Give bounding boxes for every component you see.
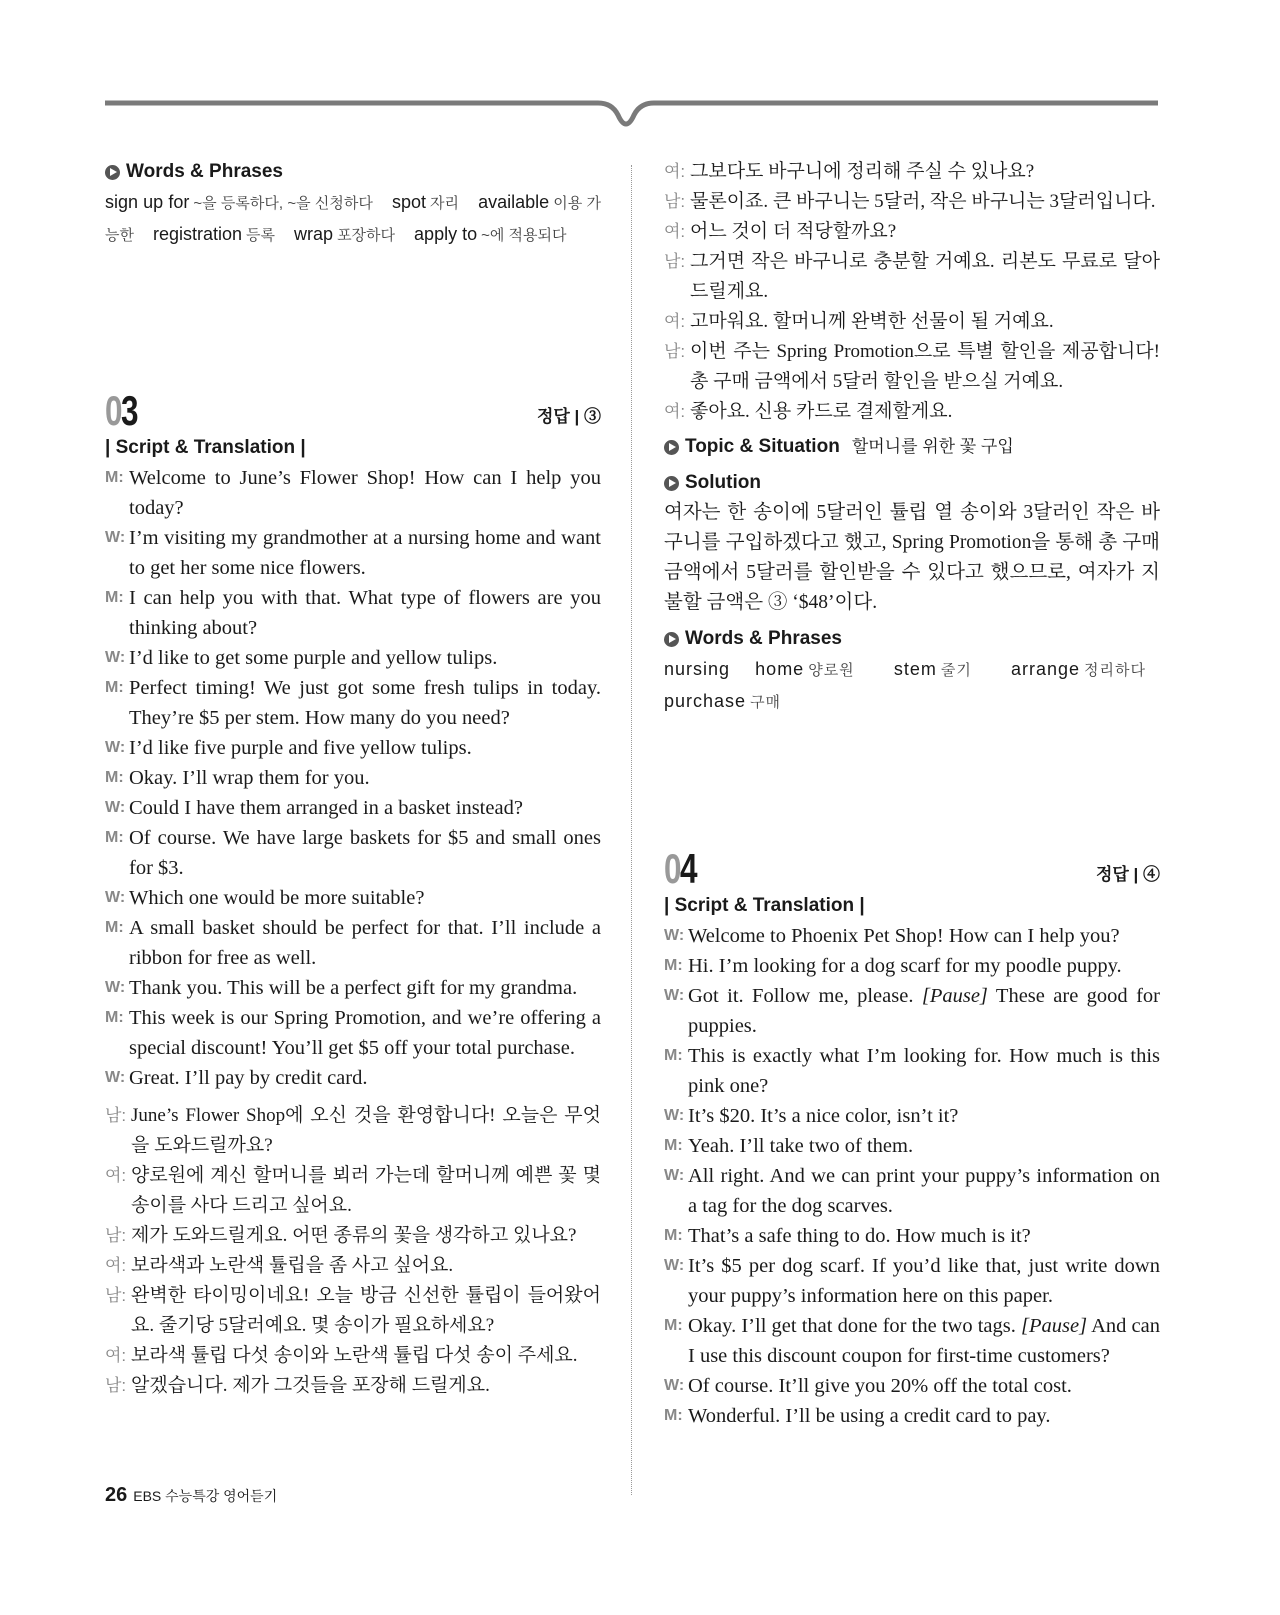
speaker-label: M: bbox=[105, 469, 124, 486]
line-text: 보라색 튤립 다섯 송이와 노란색 튤립 다섯 송이 주세요. bbox=[131, 1345, 578, 1366]
question-04 bbox=[664, 843, 1160, 1431]
speaker-label: 남: bbox=[664, 252, 686, 271]
dialogue-line bbox=[664, 981, 1160, 1041]
line-text: Hi. I’m looking for a dog scarf for my poodle puppy. bbox=[688, 955, 1122, 977]
dialogue-line bbox=[105, 463, 601, 523]
speaker-label: W: bbox=[105, 1069, 126, 1086]
solution-heading bbox=[664, 468, 1160, 498]
line-text: Yeah. I’ll take two of them. bbox=[688, 1135, 914, 1157]
line-text: Of course. We have large baskets for $5 and small ones for $3. bbox=[129, 827, 601, 879]
line-text: 양로원에 계신 할머니를 뵈러 가는데 할머니께 예쁜 꽃 몇 송이를 사다 드리고 싶어요. bbox=[131, 1165, 601, 1216]
heading-text: Words & Phrases bbox=[126, 161, 283, 182]
word-meaning: 줄기 bbox=[940, 662, 972, 679]
play-bullet-icon bbox=[664, 476, 679, 491]
speaker-label: M: bbox=[664, 1317, 683, 1334]
line-text: Perfect timing! We just got some fresh tulips in today. They’re $5 per stem. How many do you need? bbox=[129, 677, 601, 729]
line-text: June’s Flower Shop에 오신 것을 환영합니다! 오늘은 무엇을 도와드릴까요? bbox=[131, 1105, 601, 1156]
dialogue-line bbox=[105, 1063, 601, 1093]
dialogue-line bbox=[105, 1341, 601, 1371]
speaker-label: M: bbox=[105, 919, 124, 936]
speaker-label: M: bbox=[664, 1137, 683, 1154]
line-text: It’s $5 per dog scarf. If you’d like that, just write down your puppy’s information here on this paper. bbox=[688, 1255, 1160, 1307]
dialogue-line bbox=[105, 1281, 601, 1341]
speaker-label: 남: bbox=[105, 1286, 127, 1305]
line-text: 완벽한 타이밍이네요! 오늘 방금 신선한 튤립이 들어왔어요. 줄기당 5달러예요. 몇 송이가 필요하세요? bbox=[131, 1285, 601, 1336]
line-text: Of course. It’ll give you 20% off the total cost. bbox=[688, 1375, 1072, 1397]
dialogue-line bbox=[105, 1251, 601, 1281]
dialogue-line bbox=[105, 583, 601, 643]
line-text: I’d like to get some purple and yellow tulips. bbox=[129, 647, 498, 669]
answer-label: 정답 | ③ bbox=[536, 407, 601, 426]
speaker-label: 남: bbox=[105, 1376, 127, 1395]
dialogue-line bbox=[105, 733, 601, 763]
speaker-label: 남: bbox=[664, 342, 686, 361]
dialogue-line bbox=[105, 823, 601, 883]
play-bullet-icon bbox=[664, 440, 679, 455]
speaker-label: W: bbox=[664, 987, 685, 1004]
word-meaning: 포장하다 bbox=[337, 227, 396, 244]
word-meaning: 정리하다 bbox=[1084, 662, 1146, 679]
line-text: That’s a safe thing to do. How much is it? bbox=[688, 1225, 1031, 1247]
play-bullet-icon bbox=[664, 632, 679, 647]
line-text: Okay. I’ll get that done for the two tags. [Pause] And can I use this discount coupon for first-time customers? bbox=[688, 1315, 1160, 1367]
word-term: stem bbox=[893, 659, 937, 679]
speaker-label: 남: bbox=[664, 192, 686, 211]
speaker-label: W: bbox=[664, 1377, 685, 1394]
dialogue-line bbox=[105, 1161, 601, 1221]
question-03 bbox=[105, 385, 601, 1401]
speaker-label: W: bbox=[105, 529, 126, 546]
speaker-label: M: bbox=[664, 1047, 683, 1064]
speaker-label: W: bbox=[664, 927, 685, 944]
dialogue-line bbox=[664, 1311, 1160, 1371]
translation-continued bbox=[664, 157, 1160, 427]
speaker-label: M: bbox=[664, 957, 683, 974]
line-text: Welcome to Phoenix Pet Shop! How can I help you? bbox=[688, 925, 1120, 947]
line-text: This is exactly what I’m looking for. How much is this pink one? bbox=[688, 1045, 1160, 1097]
word-term: sign up for bbox=[105, 192, 190, 212]
line-text: I’m visiting my grandmother at a nursing home and want to get her some nice flowers. bbox=[129, 527, 601, 579]
dialogue-line bbox=[664, 951, 1160, 981]
book-title: EBS 수능특강 영어듣기 bbox=[133, 1488, 278, 1504]
heading-text: Words & Phrases bbox=[685, 628, 842, 649]
speaker-label: M: bbox=[105, 829, 124, 846]
word-meaning: 자리 bbox=[430, 195, 459, 212]
dialogue-line bbox=[664, 1401, 1160, 1431]
dialogue-line bbox=[664, 217, 1160, 247]
line-text: Great. I’ll pay by credit card. bbox=[129, 1067, 368, 1089]
speaker-label: 여: bbox=[664, 312, 686, 331]
word-term: nursing home bbox=[664, 659, 805, 679]
line-text: This week is our Spring Promotion, and we’re offering a special discount! You’ll get $5 off your total purchase. bbox=[129, 1007, 601, 1059]
line-text: It’s $20. It’s a nice color, isn’t it? bbox=[688, 1105, 959, 1127]
dialogue-line bbox=[664, 307, 1160, 337]
word-meaning: ~에 적용되다 bbox=[481, 227, 567, 244]
dialogue-line bbox=[664, 337, 1160, 397]
script-heading: | Script & Translation | bbox=[664, 895, 865, 916]
question-number: 04 bbox=[664, 845, 697, 892]
line-text: 어느 것이 더 적당할까요? bbox=[690, 221, 897, 242]
line-text: Okay. I’ll wrap them for you. bbox=[129, 767, 370, 789]
word-term: apply to bbox=[414, 224, 478, 244]
line-text: Could I have them arranged in a basket instead? bbox=[129, 797, 523, 819]
dialogue-line bbox=[664, 921, 1160, 951]
dialogue-line bbox=[664, 187, 1160, 217]
speaker-label: W: bbox=[105, 649, 126, 666]
line-text: Wonderful. I’ll be using a credit card to pay. bbox=[688, 1405, 1051, 1427]
topic-text: 할머니를 위한 꽃 구입 bbox=[851, 437, 1014, 456]
right-column bbox=[664, 157, 1160, 718]
speaker-label: 여: bbox=[664, 222, 686, 241]
line-text: Thank you. This will be a perfect gift for my grandma. bbox=[129, 977, 578, 999]
dialogue-line bbox=[664, 157, 1160, 187]
word-meaning: 양로원 bbox=[808, 662, 855, 679]
speaker-label: M: bbox=[105, 769, 124, 786]
speaker-label: M: bbox=[105, 679, 124, 696]
speaker-label: 여: bbox=[105, 1256, 127, 1275]
dialogue bbox=[105, 463, 601, 1093]
line-text: I can help you with that. What type of flowers are you thinking about? bbox=[129, 587, 601, 639]
word-meaning: 구매 bbox=[750, 694, 782, 711]
dialogue-line bbox=[664, 1221, 1160, 1251]
dialogue-line bbox=[105, 913, 601, 973]
speaker-label: 남: bbox=[105, 1226, 127, 1245]
speaker-label: W: bbox=[664, 1107, 685, 1124]
speaker-label: 여: bbox=[105, 1346, 127, 1365]
speaker-label: 여: bbox=[664, 402, 686, 421]
line-text: 그거면 작은 바구니로 충분할 거예요. 리본도 무료로 달아 드릴게요. bbox=[690, 251, 1160, 302]
speaker-label: M: bbox=[105, 1009, 124, 1026]
line-text: 보라색과 노란색 튤립을 좀 사고 싶어요. bbox=[131, 1255, 454, 1276]
word-meaning: ~을 등록하다, ~을 신청하다 bbox=[193, 195, 373, 212]
dialogue-line bbox=[105, 1003, 601, 1063]
topic-heading bbox=[664, 432, 1160, 462]
dialogue-line bbox=[105, 1101, 601, 1161]
speaker-label: W: bbox=[105, 739, 126, 756]
dialogue-line bbox=[105, 1221, 601, 1251]
word-term: purchase bbox=[664, 691, 747, 711]
left-column bbox=[105, 157, 601, 251]
header-rule bbox=[0, 95, 1280, 140]
line-text: 제가 도와드릴게요. 어떤 종류의 꽃을 생각하고 있나요? bbox=[131, 1225, 577, 1246]
speaker-label: M: bbox=[664, 1407, 683, 1424]
speaker-label: 여: bbox=[664, 162, 686, 181]
question-number: 03 bbox=[105, 387, 138, 434]
dialogue-line bbox=[664, 1131, 1160, 1161]
answer-label: 정답 | ④ bbox=[1095, 865, 1160, 884]
line-text: 좋아요. 신용 카드로 결제할게요. bbox=[690, 401, 953, 422]
word-term: available bbox=[478, 192, 550, 212]
word-meaning: 등록 bbox=[246, 227, 276, 244]
script-heading: | Script & Translation | bbox=[105, 437, 306, 458]
word-term: spot bbox=[391, 192, 427, 212]
dialogue-line bbox=[664, 247, 1160, 307]
speaker-label: 여: bbox=[105, 1166, 127, 1185]
speaker-label: W: bbox=[664, 1167, 685, 1184]
line-text: A small basket should be perfect for that. I’ll include a ribbon for free as well. bbox=[129, 917, 601, 969]
line-text: I’d like five purple and five yellow tulips. bbox=[129, 737, 472, 759]
dialogue-line bbox=[664, 1161, 1160, 1221]
heading-text: Solution bbox=[685, 472, 761, 493]
dialogue-line bbox=[105, 673, 601, 733]
dialogue-line bbox=[664, 1371, 1160, 1401]
dialogue-line bbox=[105, 643, 601, 673]
dialogue-line bbox=[105, 793, 601, 823]
line-text: 이번 주는 Spring Promotion으로 특별 할인을 제공합니다! 총 구매 금액에서 5달러 할인을 받으실 거예요. bbox=[690, 341, 1160, 392]
translation bbox=[105, 1101, 601, 1401]
dialogue bbox=[664, 921, 1160, 1431]
speaker-label: 남: bbox=[105, 1106, 127, 1125]
line-text: 알겠습니다. 제가 그것들을 포장해 드릴게요. bbox=[131, 1375, 490, 1396]
play-bullet-icon bbox=[105, 165, 120, 180]
dialogue-line bbox=[664, 1041, 1160, 1101]
line-text: 고마워요. 할머니께 완벽한 선물이 될 거예요. bbox=[690, 311, 1054, 332]
word-meaning: 이용 가능한 bbox=[105, 195, 601, 244]
line-text: 그보다도 바구니에 정리해 주실 수 있나요? bbox=[690, 161, 1035, 182]
speaker-label: W: bbox=[664, 1257, 685, 1274]
speaker-label: M: bbox=[664, 1227, 683, 1244]
solution-text: 여자는 한 송이에 5달러인 튤립 열 송이와 3달러인 작은 바구니를 구입하겠다고 했고, Spring Promotion을 통해 총 구매 금액에서 5달러를 할인받을 수 있다고 했으므로, 여자가 지불할 금액은 ③ ‘$48’이다. bbox=[664, 502, 1160, 613]
words-phrases-list bbox=[664, 654, 1160, 718]
dialogue-line bbox=[105, 763, 601, 793]
dialogue-line bbox=[105, 973, 601, 1003]
dialogue-line bbox=[105, 523, 601, 583]
heading-text: Topic & Situation bbox=[685, 436, 840, 457]
line-text: Welcome to June’s Flower Shop! How can I help you today? bbox=[129, 467, 601, 519]
column-divider bbox=[631, 165, 632, 1495]
dialogue-line bbox=[664, 397, 1160, 427]
line-text: Which one would be more suitable? bbox=[129, 887, 425, 909]
line-text: Got it. Follow me, please. [Pause] These are good for puppies. bbox=[688, 985, 1160, 1037]
dialogue-line bbox=[664, 1101, 1160, 1131]
words-phrases-heading bbox=[105, 157, 601, 187]
word-term: registration bbox=[153, 224, 243, 244]
speaker-label: W: bbox=[105, 799, 126, 816]
speaker-label: W: bbox=[105, 979, 126, 996]
line-text: 물론이죠. 큰 바구니는 5달러, 작은 바구니는 3달러입니다. bbox=[690, 191, 1156, 212]
dialogue-line bbox=[664, 1251, 1160, 1311]
speaker-label: M: bbox=[105, 589, 124, 606]
words-phrases-list bbox=[105, 187, 601, 251]
page-footer bbox=[105, 1484, 277, 1507]
speaker-label: W: bbox=[105, 889, 126, 906]
page-number: 26 bbox=[105, 1484, 128, 1506]
words-phrases-heading bbox=[664, 624, 1160, 654]
dialogue-line bbox=[105, 1371, 601, 1401]
word-term: wrap bbox=[294, 224, 334, 244]
word-term: arrange bbox=[1010, 659, 1081, 679]
dialogue-line bbox=[105, 883, 601, 913]
line-text: All right. And we can print your puppy’s information on a tag for the dog scarves. bbox=[688, 1165, 1160, 1217]
